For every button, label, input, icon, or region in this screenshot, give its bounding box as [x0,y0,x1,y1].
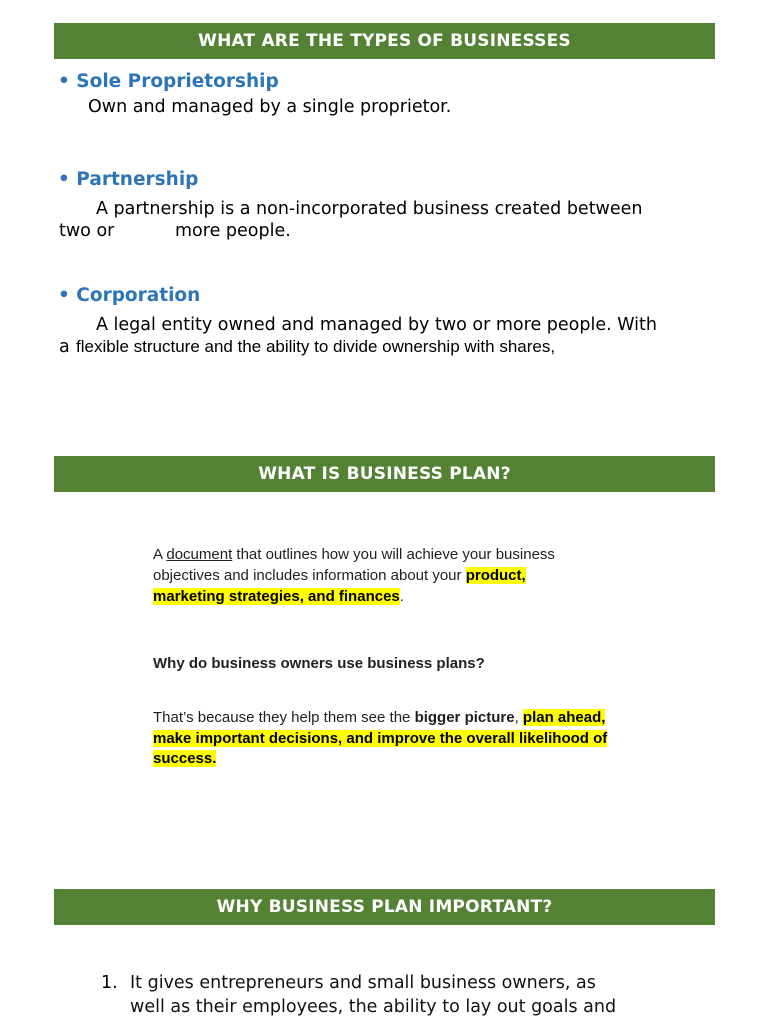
text: . [399,588,404,605]
partnership-line-2b: more people. [175,221,291,241]
partnership-line-2a: two or [59,221,115,241]
list-item-line-2: well as their employees, the ability to lay out goals and [130,997,617,1017]
highlight-success: success. [153,750,217,767]
heading-partnership [58,169,198,190]
highlight-plan-ahead: plan ahead, [522,709,606,726]
corporation-line-1: A legal entity owned and managed by two or more people. With [96,315,657,335]
plan-paragraph-line-1 [153,546,555,563]
sole-description: Own and managed by a single proprietor. [88,97,452,117]
bullet: • [58,285,70,306]
banner-title: WHAT ARE THE TYPES OF BUSINESSES [198,31,571,51]
corporation-line-2b: flexible structure and the ability to divide ownership with shares, [76,337,556,356]
corporation-line-2a: a [59,337,70,357]
bold-bigger-picture: bigger picture [414,709,515,726]
document-link[interactable]: document [166,546,233,563]
list-item-line-1: It gives entrepreneurs and small business owners, as [130,973,596,993]
section-banner-why-important [54,889,715,925]
heading-sole-proprietorship [58,71,279,92]
text: that outlines how you will achieve your business [232,546,555,563]
list-number: 1. [101,973,118,993]
heading-label: Sole Proprietorship [76,71,279,92]
highlight-product: product, [465,567,526,584]
plan-paragraph-line-3 [153,588,404,605]
banner-title: WHY BUSINESS PLAN IMPORTANT? [216,897,553,917]
text: objectives and includes information about your [153,567,466,584]
text: , [514,709,523,726]
text: A [153,546,167,563]
heading-label: Corporation [76,285,201,306]
bullet: • [58,71,70,92]
text: That’s because they help them see the [153,709,415,726]
plan-question: Why do business owners use business plans? [153,655,485,672]
section-banner-business-plan [54,456,715,492]
plan-answer-line-2 [153,730,607,747]
banner-title: WHAT IS BUSINESS PLAN? [258,464,511,484]
section-banner-types [54,23,715,59]
highlight-decisions: make important decisions, and improve the overall likelihood of [153,730,608,747]
partnership-line-1: A partnership is a non-incorporated business created between [96,199,643,219]
plan-answer-line-3 [153,750,216,767]
bullet: • [58,169,70,190]
plan-paragraph-line-2 [153,567,526,584]
plan-answer-line-1 [153,709,605,726]
heading-label: Partnership [76,169,199,190]
heading-corporation [58,285,200,306]
highlight-marketing: marketing strategies, and finances [153,588,400,605]
